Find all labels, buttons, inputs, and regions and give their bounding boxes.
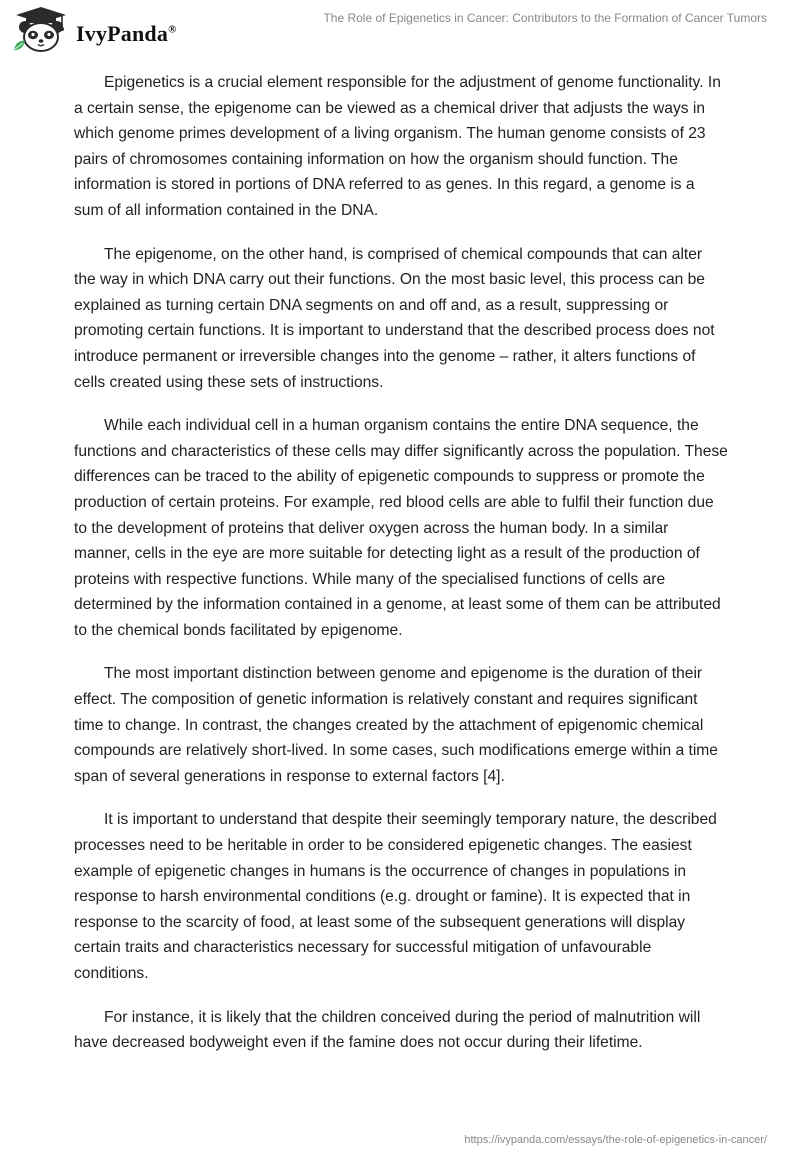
paragraph: The most important distinction between genome and epigenome is the duration of their effect. The composition of genetic information is relatively constant and requires significant time to change. In contrast, the changes created by the attachment of epigenomic chemical compounds are relatively short-lived. In some cases, such modifications emerge within a time span of several generations in response to external factors [4]. — [74, 665, 718, 785]
paragraph: It is important to understand that despite their seemingly temporary nature, the described processes need to be heritable in order to be considered epigenetic changes. The easiest example of epigenetic changes in humans is the occurrence of changes in populations in response to harsh environmental conditions (e.g. drought or famine). It is expected that in response to the scarcity of food, at least some of the subsequent generations will display certain traits and characteristics necessary for successful mitigation of unfavourable conditions. — [74, 811, 717, 982]
source-url-link[interactable]: https://ivypanda.com/essays/the-role-of-epigenetics-in-cancer/ — [464, 1134, 767, 1146]
page-header — [0, 0, 800, 60]
paragraph: For instance, it is likely that the children conceived during the period of malnutrition will have decreased bodyweight even if the famine does not occur during their lifetime. — [74, 1008, 701, 1052]
ivypanda-logo[interactable] — [12, 6, 212, 56]
document-title: The Role of Epigenetics in Cancer: Contributors to the Formation of Cancer Tumors — [323, 11, 767, 25]
essay-body — [74, 70, 728, 1074]
paragraph: The epigenome, on the other hand, is comprised of chemical compounds that can alter the way in which DNA carry out their functions. On the most basic level, this process can be explained as turning certain DNA segments on and off and, as a result, suppressing or promoting certain functions. It is important to understand that the described process does not introduce permanent or irreversible changes into the genome – rather, it alters functions of cells created using these sets of instructions. — [74, 245, 715, 391]
panda-graduate-icon — [12, 6, 70, 56]
paragraph: Epigenetics is a crucial element responsible for the adjustment of genome functionality. In a certain sense, the epigenome can be viewed as a chemical driver that adjusts the ways in which genome primes development of a living organism. The human genome consists of 23 pairs of chromosomes containing information on how the organism should function. The information is stored in portions of DNA referred to as genes. In this regard, a genome is a sum of all information contained in the DNA. — [74, 74, 721, 219]
paragraph: While each individual cell in a human organism contains the entire DNA sequence, the functions and characteristics of these cells may differ significantly across the population. These differences can be traced to the ability of epigenetic compounds to suppress or promote the production of certain proteins. For example, red blood cells are able to fulfil their function due to the development of proteins that deliver oxygen across the human body. In a similar manner, cells in the eye are more suitable for detecting light as a result of the production of proteins with respective functions. While many of the specialised functions of cells are determined by the information contained in a genome, at least some of them can be attributed to the chemical bonds facilitated by epigenome. — [74, 417, 728, 639]
brand-name: IvyPanda® — [76, 21, 177, 46]
